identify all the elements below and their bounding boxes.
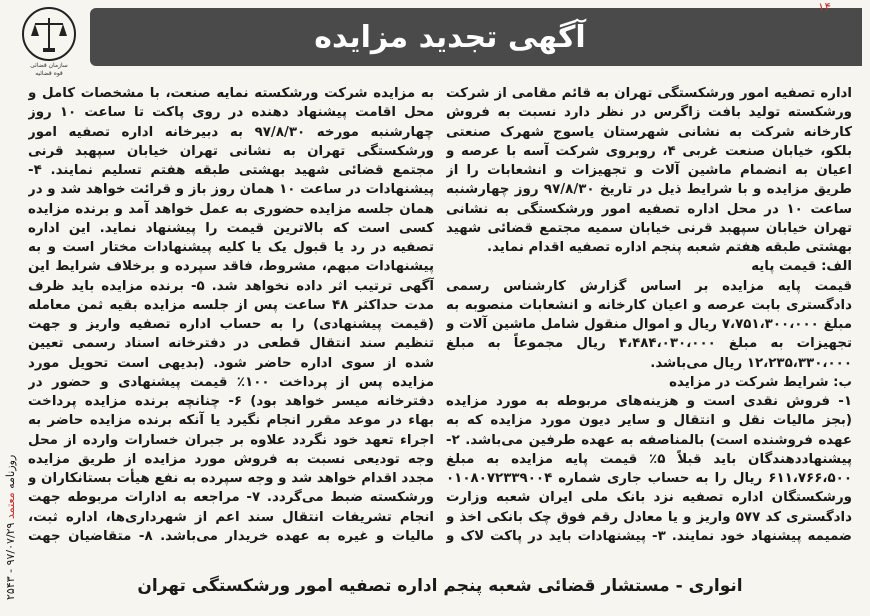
side-date-prefix: روزنامه bbox=[4, 454, 17, 489]
notice-right-column bbox=[446, 84, 852, 546]
emblem-caption-2: قوه قضائیه bbox=[35, 70, 63, 77]
side-date-newspaper: معتمد bbox=[4, 492, 17, 520]
judiciary-emblem bbox=[10, 6, 88, 86]
section-a-heading: الف: قیمت پایه bbox=[751, 259, 852, 275]
scales-of-justice-icon bbox=[21, 6, 77, 62]
section-a-text: قیمت پایه مزایده بر اساس گزارش کارشناس رسمی دادگستری بابت عرصه و اعیان کارخانه و انشعابات منصوبه به مبلغ ۷،۷۵۱،۳۰۰،۰۰۰ ریال و اموال منقول شامل ماشین آلات و تجهیزات به مبلغ ۴،۴۸۴،۰۳۰،۰۰۰ ریال مجموعاً به مبلغ ۱۲،۲۳۵،۳۳۰،۰۰۰ ریال می‌باشد. bbox=[446, 278, 852, 371]
notice-intro: اداره تصفیه امور ورشکستگی تهران به قائم مقامی از شرکت ورشکسته تولید بافت زاگرس در نظر دارد نسبت به فروش کارخانه شرکت به نشانی شهرستان یاسوج شهرک صنعتی بلکو، خیابان صنعت غربی ۴، روبروی شرکت آسه با عرصه و اعیان به انضمام ماشین آلات و تجهیزات و انشعابات را از طریق مزایده و با شرایط ذیل در تاریخ ۹۷/۸/۳۰ روز چهارشنبه ساعت ۱۰ در محل اداره تصفیه امور ورشکستگی به نشانی تهران خیابان سپهبد قرنی خیابان سمیه مجتمع قضائی شهید بهشتی طبقه هفتم شعبه پنجم اداره تصفیه اقدام نماید. bbox=[446, 86, 852, 255]
signature-footer: انواری - مستشار قضائی شعبه پنجم اداره تصفیه امور ورشکستگی تهران bbox=[137, 576, 743, 596]
emblem-caption-1: سازمان قضائی bbox=[30, 62, 68, 69]
notice-continuation: به مزایده شرکت ورشکسته نمایه صنعت، با مشخصات کامل و محل اقامت پیشنهاد دهنده در روی پاکت تا ساعت ۱۰ روز چهارشنبه مورخه ۹۷/۸/۳۰ به دبیرخانه اداره تصفیه امور ورشکستگی تهران به نشانی تهران خیابان سپهبد قرنی مجتمع قضائی شهید بهشتی طبقه هفتم تسلیم نمایند. ۴- پیشنهادات در ساعت ۱۰ همان روز باز و قرائت خواهد شد و در همان جلسه مزایده حضوری به عمل خواهد آمد و برنده مزایده کسی است که بالاترین قیمت را پیشنهاد نماید. این اداره تصفیه در رد یا قبول یک یا کلیه پیشنهادات مختار است و به پیشنهادات مبهم، مشروط، فاقد سپرده و برخلاف شرایط این آگهی ترتیب اثر داده نخواهد شد. ۵- برنده مزایده باید ظرف مدت حداکثر ۴۸ ساعت پس از جلسه مزایده بقیه ثمن معامله (قیمت پیشنهادی) را به حساب اداره تصفیه واریز و جهت تنظیم سند انتقال قطعی در دفترخانه اسناد رسمی تعیین شده از سوی اداره حاضر شود. (بدیهی است تحویل مورد مزایده پس از پرداخت ۱۰۰٪ قیمت پیشنهادی و حضور در دفترخانه میسر خواهد بود) ۶- چنانچه برنده مزایده پرداخت بهاء در موعد مقرر انجام نگیرد یا آنکه برنده مزایده حاضر به اجراء تعهد خود نگردد علاوه بر جبران خسارات وارده از محل وجه تودیعی نسبت به فروش مورد مزایده از طریق مزایده مجدد اقدام خواهد شد و وجه سپرده به نفع هیأت بستانکاران و ورشکسته ضبط می‌گردد. ۷- مراجعه به ادارات مربوطه جهت انجام تشریفات انتقال سند اعم از شهرداری‌ها، اداره ثبت، مالیات و غیره به عهده خریدار می‌باشد. ۸- متقاضیان جهت bbox=[28, 86, 434, 544]
side-date-value: ۹۷/۰۷/۲۹ - ۲۵۴۳ bbox=[4, 522, 17, 600]
side-date-strip bbox=[4, 300, 20, 600]
corner-handwritten-mark: ۱۴ bbox=[818, 0, 831, 14]
notice-left-column bbox=[28, 84, 434, 546]
page-title: آگهی تجدید مزایده bbox=[314, 19, 586, 55]
section-b-heading: ب: شرایط شرکت در مزایده bbox=[669, 374, 852, 390]
section-b-text: ۱- فروش نقدی است و هزینه‌های مربوطه به مورد مزایده (بجز مالیات نقل و انتقال و سایر دیون مورد مزایده که به عهده فروشنده است) بالمناصفه به عهده طرفین می‌باشد. ۲- پیشنهاددهندگان باید قبلاً ۵٪ قیمت پایه مزایده به مبلغ ۶۱۱،۷۶۶،۵۰۰ ریال را به حساب جاری شماره ۰۱۰۸۰۷۲۳۳۹۰۰۴ ورشکستگان اداره تصفیه نزد بانک ملی ایران شعبه وزارت دادگستری کد ۵۷۷ واریز و یا معادل رقم فوق چک بانکی اخذ و ضمیمه پیشنهاد خود نمایند. ۳- پیشنهادات باید در پاکت لاک و bbox=[446, 394, 852, 544]
